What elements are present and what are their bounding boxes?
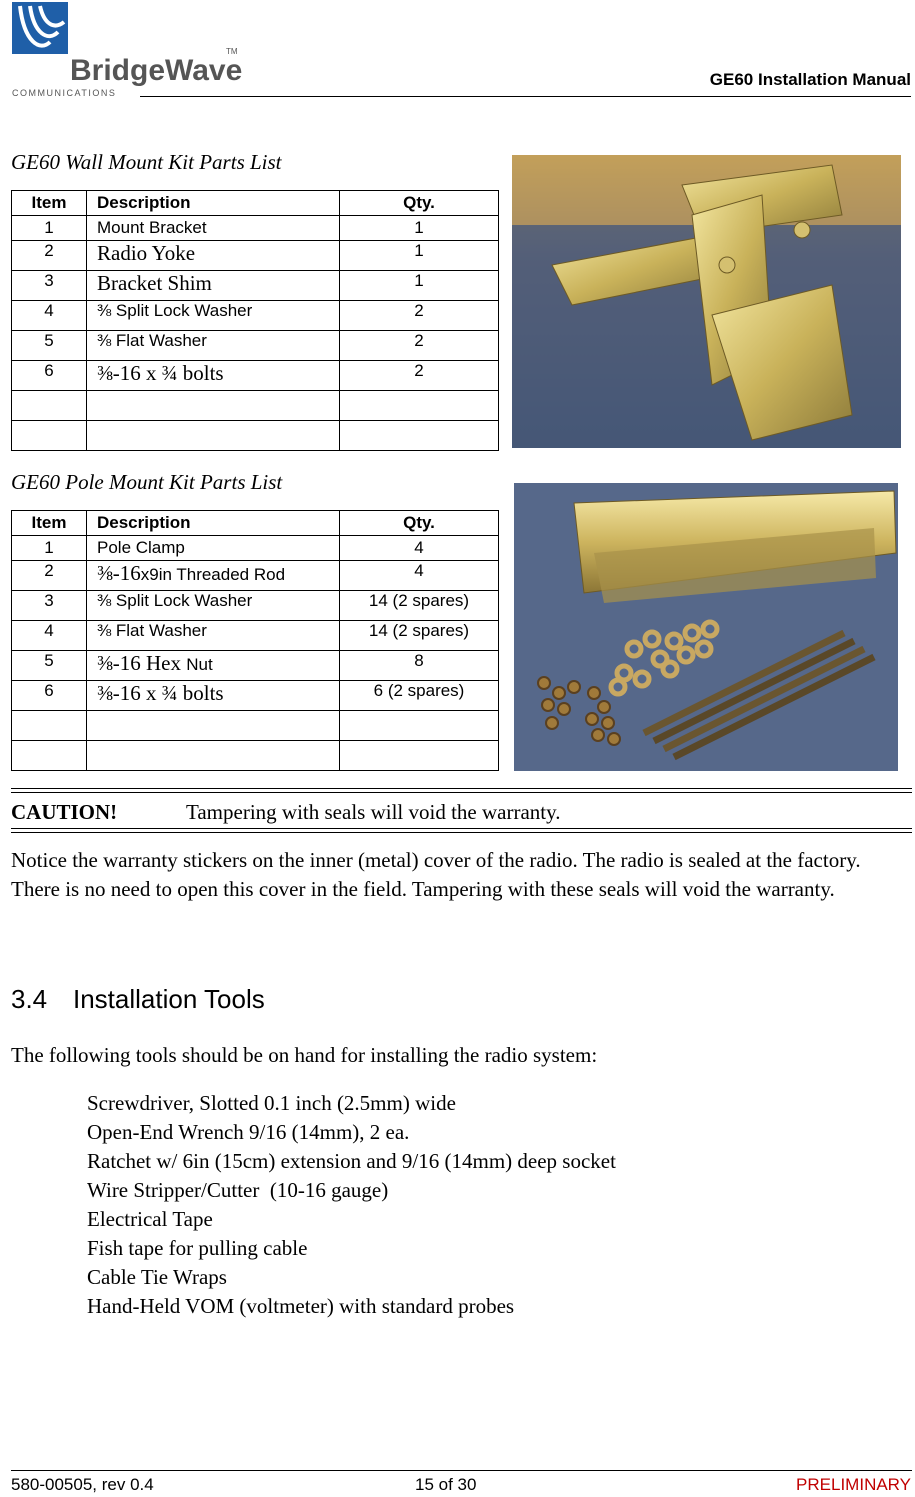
item-cell: 5 (12, 331, 87, 361)
warranty-notice: Notice the warranty stickers on the inner (metal) cover of the radio. The radio is sealed at the factory. There is no need to open this cover in the field. Tampering with these seals will void the warranty. (11, 848, 861, 901)
description-cell: Pole Clamp (87, 536, 340, 561)
description-size: ⅜-16 Hex (97, 651, 187, 675)
qty-cell: 1 (340, 216, 499, 241)
description-cell (87, 651, 340, 681)
caution-rule-bottom (11, 828, 912, 829)
table-header-row (12, 191, 499, 216)
table-row (12, 271, 499, 301)
list-item: Hand-Held VOM (voltmeter) with standard probes (87, 1294, 515, 1318)
item-cell: 1 (12, 536, 87, 561)
header-rule (140, 96, 911, 97)
document-title: GE60 Installation Manual (709, 70, 911, 89)
qty-cell: 4 (340, 536, 499, 561)
list-item: Open-End Wrench 9/16 (14mm), 2 ea. (87, 1120, 410, 1144)
logo-trademark: TM (226, 47, 238, 56)
tools-list (87, 1089, 616, 1321)
list-item: Fish tape for pulling cable (87, 1236, 308, 1260)
caution-text: Tampering with seals will void the warranty. (186, 800, 561, 824)
item-cell: 6 (12, 681, 87, 711)
document-number: 580-00505, rev 0.4 (11, 1475, 154, 1494)
caution-rule-top (11, 788, 912, 789)
qty-cell: 6 (2 spares) (340, 681, 499, 711)
qty-cell: 2 (340, 361, 499, 391)
column-header-qty: Qty. (340, 511, 499, 536)
bridgewave-logo (10, 2, 250, 98)
qty-cell: 4 (340, 561, 499, 591)
description-cell: ⅜ Split Lock Washer (87, 301, 340, 331)
description-cell: Mount Bracket (87, 216, 340, 241)
qty-cell: 14 (2 spares) (340, 621, 499, 651)
table-row (12, 561, 499, 591)
list-item: Electrical Tape (87, 1207, 213, 1231)
logo-company-name: BridgeWave (70, 54, 243, 87)
pole-mount-kit-photo (514, 483, 898, 771)
description-cell: ⅜ Flat Washer (87, 331, 340, 361)
table-row (12, 651, 499, 681)
status-label: PRELIMINARY (796, 1475, 911, 1494)
list-item: Screwdriver, Slotted 0.1 inch (2.5mm) wide (87, 1091, 456, 1115)
column-header-item: Item (12, 511, 87, 536)
caution-rule-bottom-inner (11, 832, 912, 833)
table-row (12, 681, 499, 711)
table-header-row (12, 511, 499, 536)
table-row (12, 536, 499, 561)
qty-cell: 8 (340, 651, 499, 681)
qty-cell: 2 (340, 301, 499, 331)
column-header-qty: Qty. (340, 191, 499, 216)
table-row-empty (12, 711, 499, 741)
description-cell: Radio Yoke (87, 241, 340, 271)
item-cell: 5 (12, 651, 87, 681)
pole-kit-title: GE60 Pole Mount Kit Parts List (11, 470, 283, 494)
table-row-empty (12, 741, 499, 771)
table-row (12, 301, 499, 331)
column-header-description: Description (87, 191, 340, 216)
column-header-description: Description (87, 511, 340, 536)
item-cell: 4 (12, 621, 87, 651)
table-row (12, 331, 499, 361)
item-cell: 3 (12, 271, 87, 301)
logo-company-sub: COMMUNICATIONS (12, 88, 117, 98)
item-cell: 2 (12, 561, 87, 591)
qty-cell: 1 (340, 241, 499, 271)
description-part: Nut (186, 655, 213, 674)
footer-rule (11, 1470, 912, 1471)
description-cell (87, 561, 340, 591)
page-number: 15 of 30 (415, 1475, 477, 1494)
wall-kit-title: GE60 Wall Mount Kit Parts List (11, 150, 282, 174)
qty-cell: 1 (340, 271, 499, 301)
description-cell: Bracket Shim (87, 271, 340, 301)
description-cell: ⅜ Split Lock Washer (87, 591, 340, 621)
item-cell: 4 (12, 301, 87, 331)
item-cell: 1 (12, 216, 87, 241)
table-row (12, 241, 499, 271)
table-row-empty (12, 391, 499, 421)
table-row (12, 621, 499, 651)
section-number: 3.4 (11, 984, 48, 1014)
tools-intro: The following tools should be on hand for installing the radio system: (11, 1043, 598, 1067)
description-cell: ⅜-16 x ¾ bolts (87, 681, 340, 711)
table-row-empty (12, 421, 499, 451)
list-item: Cable Tie Wraps (87, 1265, 227, 1289)
description-size: ⅜-16 (97, 561, 141, 585)
item-cell: 2 (12, 241, 87, 271)
qty-cell: 14 (2 spares) (340, 591, 499, 621)
description-part: x9in Threaded Rod (140, 565, 286, 584)
column-header-item: Item (12, 191, 87, 216)
section-title: Installation Tools (73, 984, 265, 1014)
table-row (12, 361, 499, 391)
item-cell: 6 (12, 361, 87, 391)
pole-kit-table (11, 510, 499, 771)
description-cell: ⅜-16 x ¾ bolts (87, 361, 340, 391)
caution-label: CAUTION! (11, 800, 118, 824)
table-row (12, 591, 499, 621)
qty-cell: 2 (340, 331, 499, 361)
item-cell: 3 (12, 591, 87, 621)
list-item: Wire Stripper/Cutter (10-16 gauge) (87, 1178, 389, 1202)
wall-mount-kit-photo (512, 155, 901, 448)
table-row (12, 216, 499, 241)
wall-kit-table (11, 190, 499, 451)
description-cell: ⅜ Flat Washer (87, 621, 340, 651)
caution-rule-top-inner (11, 792, 912, 793)
list-item: Ratchet w/ 6in (15cm) extension and 9/16 (14mm) deep socket (87, 1149, 616, 1173)
